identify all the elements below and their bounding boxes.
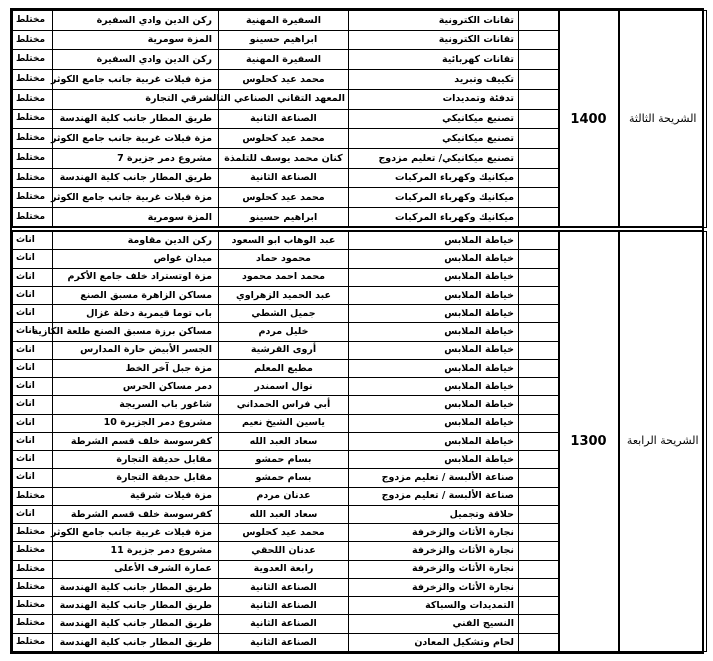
address-cell: مشروع دمر جزيرة 7: [53, 149, 219, 169]
grade-value: 1300: [559, 232, 619, 652]
empty-cell: [519, 414, 559, 432]
empty-cell: [519, 469, 559, 487]
school-name-cell: محمد عيد كحلوس: [219, 129, 349, 149]
specialty-cell: ميكانيك وكهرباء المركبات: [349, 188, 519, 208]
specialty-cell: ميكانيك وكهرباء المركبات: [349, 208, 519, 228]
gender-cell: اناث: [13, 232, 53, 250]
empty-cell: [519, 432, 559, 450]
school-name-cell: الصناعة الثانية: [219, 578, 349, 596]
empty-cell: [519, 208, 559, 228]
gender-cell: مختلط: [13, 30, 53, 50]
specialty-cell: خياطة الملابس: [349, 341, 519, 359]
band-label: الشريحة الرابعة: [619, 232, 707, 652]
empty-cell: [519, 168, 559, 188]
address-cell: مشروع دمر جزيرة 11: [53, 542, 219, 560]
empty-cell: [519, 323, 559, 341]
empty-cell: [519, 542, 559, 560]
gender-cell: مختلط: [13, 188, 53, 208]
school-name-cell: سعاد العبد الله: [219, 432, 349, 450]
gender-cell: مختلط: [13, 542, 53, 560]
empty-cell: [519, 89, 559, 109]
specialty-cell: نجارة الأثاث والزخرفة: [349, 560, 519, 578]
school-name-cell: المعهد التقاني الصناعي الثالث: [219, 89, 349, 109]
gender-cell: مختلط: [13, 597, 53, 615]
empty-cell: [519, 633, 559, 652]
school-name-cell: ياسين الشيخ نعيم: [219, 414, 349, 432]
address-cell: طريق المطار جانب كلية الهندسة: [53, 615, 219, 633]
empty-cell: [519, 11, 559, 31]
gender-cell: اناث: [13, 451, 53, 469]
address-cell: طريق المطار جانب كلية الهندسة: [53, 109, 219, 129]
gender-cell: مختلط: [13, 524, 53, 542]
gender-cell: مختلط: [13, 70, 53, 90]
school-name-cell: بسام حمشو: [219, 469, 349, 487]
specialty-cell: خياطة الملابس: [349, 250, 519, 268]
specialty-cell: تصنيع ميكانيكي: [349, 129, 519, 149]
table-row: [13, 11, 707, 31]
address-cell: مشروع دمر الجزيرة 10: [53, 414, 219, 432]
gender-cell: مختلط: [13, 208, 53, 228]
address-cell: شرقي التجارة: [53, 89, 219, 109]
school-name-cell: عدنان مردم: [219, 487, 349, 505]
address-cell: شاغور باب السريجة: [53, 396, 219, 414]
empty-cell: [519, 524, 559, 542]
empty-cell: [519, 109, 559, 129]
specialty-cell: ميكانيك وكهرباء المركبات: [349, 168, 519, 188]
specialty-cell: خياطة الملابس: [349, 305, 519, 323]
specialty-cell: خياطة الملابس: [349, 232, 519, 250]
school-name-cell: الصناعة الثانية: [219, 597, 349, 615]
address-cell: طريق المطار جانب كلية الهندسة: [53, 633, 219, 652]
specialty-cell: تصنيع ميكانيكي/ تعليم مزدوج: [349, 149, 519, 169]
school-name-cell: محمد عيد كحلوس: [219, 524, 349, 542]
empty-cell: [519, 396, 559, 414]
empty-cell: [519, 30, 559, 50]
school-name-cell: نوال اسمندر: [219, 378, 349, 396]
address-cell: ركن الدين وادي السفيرة: [53, 11, 219, 31]
gender-cell: اناث: [13, 359, 53, 377]
empty-cell: [519, 268, 559, 286]
address-cell: مقابل حديقة التجارة: [53, 451, 219, 469]
school-name-cell: أبي فراس الحمداني: [219, 396, 349, 414]
specialty-cell: تصنيع ميكانيكي: [349, 109, 519, 129]
school-name-cell: ابراهيم حسينو: [219, 208, 349, 228]
school-name-cell: السفيرة المهنية: [219, 50, 349, 70]
empty-cell: [519, 615, 559, 633]
schools-table: [10, 8, 704, 654]
address-cell: المزة سومرية: [53, 208, 219, 228]
school-name-cell: خليل مردم: [219, 323, 349, 341]
gender-cell: مختلط: [13, 578, 53, 596]
gender-cell: مختلط: [13, 168, 53, 188]
address-cell: مزة فيلات غربية جانب جامع الكوثر: [53, 188, 219, 208]
band-table-fourth: [12, 231, 707, 652]
empty-cell: [519, 560, 559, 578]
address-cell: طريق المطار جانب كلية الهندسة: [53, 168, 219, 188]
empty-cell: [519, 70, 559, 90]
gender-cell: اناث: [13, 505, 53, 523]
school-name-cell: الصناعة الثانية: [219, 615, 349, 633]
school-name-cell: عبد الحميد الزهراوي: [219, 286, 349, 304]
address-cell: مزة اوتستراد خلف جامع الأكرم: [53, 268, 219, 286]
empty-cell: [519, 597, 559, 615]
school-name-cell: محمد عيد كحلوس: [219, 188, 349, 208]
gender-cell: اناث: [13, 323, 53, 341]
table-row: [13, 232, 707, 250]
gender-cell: اناث: [13, 469, 53, 487]
empty-cell: [519, 305, 559, 323]
school-name-cell: محمد عيد كحلوس: [219, 70, 349, 90]
school-name-cell: عدنان اللحقي: [219, 542, 349, 560]
gender-cell: اناث: [13, 396, 53, 414]
address-cell: مزة جبل آخر الخط: [53, 359, 219, 377]
specialty-cell: حلاقة وتجميل: [349, 505, 519, 523]
specialty-cell: خياطة الملابس: [349, 268, 519, 286]
empty-cell: [519, 149, 559, 169]
school-name-cell: ابراهيم حسينو: [219, 30, 349, 50]
gender-cell: مختلط: [13, 109, 53, 129]
school-name-cell: بسام حمشو: [219, 451, 349, 469]
address-cell: مزة فيلات غربية جانب جامع الكوثر: [53, 70, 219, 90]
gender-cell: اناث: [13, 341, 53, 359]
empty-cell: [519, 286, 559, 304]
address-cell: ركن الدين وادي السفيرة: [53, 50, 219, 70]
empty-cell: [519, 378, 559, 396]
school-name-cell: أروى القرشية: [219, 341, 349, 359]
gender-cell: مختلط: [13, 129, 53, 149]
specialty-cell: النسيج الفني: [349, 615, 519, 633]
address-cell: مساكن برزة مسبق الصنع طلعة الكازية: [53, 323, 219, 341]
specialty-cell: تقانات الكترونية: [349, 11, 519, 31]
address-cell: المزة سومرية: [53, 30, 219, 50]
specialty-cell: نجارة الأثاث والزخرفة: [349, 524, 519, 542]
specialty-cell: خياطة الملابس: [349, 286, 519, 304]
gender-cell: اناث: [13, 286, 53, 304]
band-table-third: [12, 10, 707, 228]
specialty-cell: التمديدات والسباكة: [349, 597, 519, 615]
address-cell: مساكن الزاهرة مسبق الصنع: [53, 286, 219, 304]
address-cell: طريق المطار جانب كلية الهندسة: [53, 597, 219, 615]
specialty-cell: تقانات الكترونية: [349, 30, 519, 50]
gender-cell: مختلط: [13, 89, 53, 109]
specialty-cell: خياطة الملابس: [349, 451, 519, 469]
band-block-third: [12, 10, 702, 228]
specialty-cell: خياطة الملابس: [349, 432, 519, 450]
school-name-cell: محمد احمد محمود: [219, 268, 349, 286]
address-cell: كفرسوسة خلف قسم الشرطة: [53, 505, 219, 523]
address-cell: كفرسوسة خلف قسم الشرطة: [53, 432, 219, 450]
address-cell: ركن الدين مقاومة: [53, 232, 219, 250]
gender-cell: اناث: [13, 305, 53, 323]
band-block-fourth: [12, 231, 702, 652]
gender-cell: اناث: [13, 378, 53, 396]
address-cell: باب توما قيمرية دخلة غزال: [53, 305, 219, 323]
gender-cell: مختلط: [13, 487, 53, 505]
address-cell: مزة فيلات غربية جانب جامع الكوثر: [53, 129, 219, 149]
empty-cell: [519, 359, 559, 377]
specialty-cell: لحام وتشكيل المعادن: [349, 633, 519, 652]
specialty-cell: خياطة الملابس: [349, 323, 519, 341]
gender-cell: اناث: [13, 250, 53, 268]
empty-cell: [519, 505, 559, 523]
empty-cell: [519, 232, 559, 250]
grade-value: 1400: [559, 11, 619, 228]
specialty-cell: نجارة الأثاث والزخرفة: [349, 542, 519, 560]
empty-cell: [519, 129, 559, 149]
specialty-cell: خياطة الملابس: [349, 414, 519, 432]
school-name-cell: الصناعة الثانية: [219, 168, 349, 188]
specialty-cell: صناعة الألبسة / تعليم مزدوج: [349, 487, 519, 505]
empty-cell: [519, 451, 559, 469]
address-cell: الجسر الأبيض حارة المدارس: [53, 341, 219, 359]
gender-cell: مختلط: [13, 11, 53, 31]
specialty-cell: خياطة الملابس: [349, 396, 519, 414]
school-name-cell: السفيرة المهنية: [219, 11, 349, 31]
gender-cell: مختلط: [13, 633, 53, 652]
school-name-cell: الصناعة الثانية: [219, 109, 349, 129]
empty-cell: [519, 578, 559, 596]
school-name-cell: سعاد العبد الله: [219, 505, 349, 523]
empty-cell: [519, 487, 559, 505]
specialty-cell: نجارة الأثاث والزخرفة: [349, 578, 519, 596]
school-name-cell: مطيع المعلم: [219, 359, 349, 377]
address-cell: دمر مساكن الحرس: [53, 378, 219, 396]
address-cell: عمارة الشرف الأعلى: [53, 560, 219, 578]
gender-cell: مختلط: [13, 615, 53, 633]
address-cell: مقابل حديقة التجارة: [53, 469, 219, 487]
empty-cell: [519, 341, 559, 359]
gender-cell: اناث: [13, 268, 53, 286]
specialty-cell: تكييف وتبريد: [349, 70, 519, 90]
specialty-cell: تدفئة وتمديدات: [349, 89, 519, 109]
school-name-cell: الصناعة الثانية: [219, 633, 349, 652]
empty-cell: [519, 50, 559, 70]
school-name-cell: عبد الوهاب ابو السعود: [219, 232, 349, 250]
gender-cell: اناث: [13, 432, 53, 450]
address-cell: طريق المطار جانب كلية الهندسة: [53, 578, 219, 596]
specialty-cell: خياطة الملابس: [349, 359, 519, 377]
specialty-cell: صناعة الألبسة / تعليم مزدوج: [349, 469, 519, 487]
address-cell: مزة فيلات غربية جانب جامع الكوثر: [53, 524, 219, 542]
school-name-cell: رابعة العدوية: [219, 560, 349, 578]
school-name-cell: كنان محمد يوسف للتلمذة: [219, 149, 349, 169]
specialty-cell: خياطة الملابس: [349, 378, 519, 396]
gender-cell: مختلط: [13, 149, 53, 169]
gender-cell: اناث: [13, 414, 53, 432]
gender-cell: مختلط: [13, 50, 53, 70]
empty-cell: [519, 188, 559, 208]
specialty-cell: تقانات كهربائية: [349, 50, 519, 70]
band-label: الشريحة الثالثة: [619, 11, 707, 228]
empty-cell: [519, 250, 559, 268]
gender-cell: مختلط: [13, 560, 53, 578]
address-cell: مزة فيلات شرقية: [53, 487, 219, 505]
school-name-cell: جميل الشطي: [219, 305, 349, 323]
school-name-cell: محمود حماد: [219, 250, 349, 268]
address-cell: ميدان غواص: [53, 250, 219, 268]
